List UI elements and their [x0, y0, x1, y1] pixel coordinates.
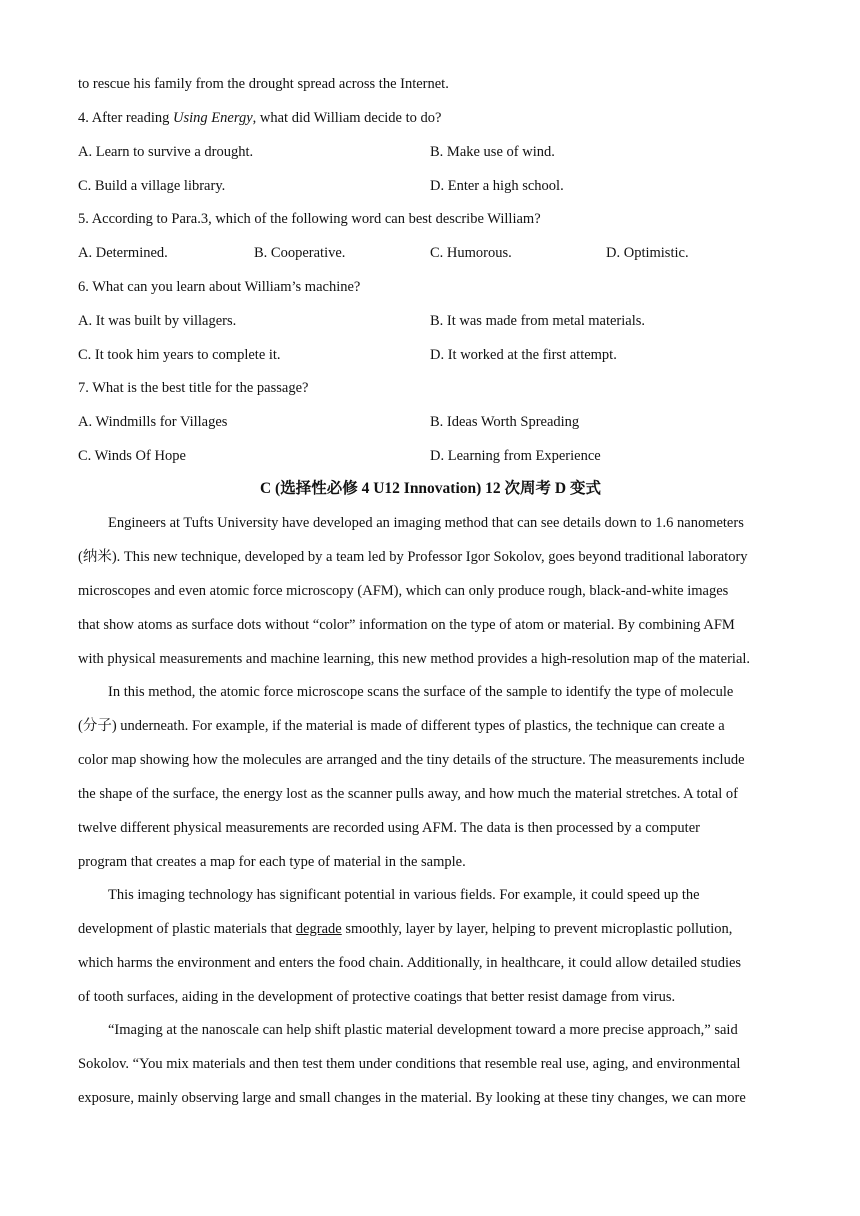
q7-option-a: A. Windmills for Villages	[78, 414, 228, 430]
paragraph-line: Sokolov. “You mix materials and then test them under conditions that resemble real use, aging, and environmental	[78, 1056, 741, 1072]
question-4-suffix: , what did William decide to do?	[252, 110, 442, 126]
paragraph-line: exposure, mainly observing large and small changes in the material. By looking at these tiny changes, we can more	[78, 1090, 746, 1106]
paragraph-line: “Imaging at the nanoscale can help shift plastic material development toward a more precise approach,” said	[108, 1022, 738, 1038]
q4-option-b: B. Make use of wind.	[430, 144, 555, 160]
question-7: 7. What is the best title for the passage?	[78, 380, 309, 396]
q6-option-a: A. It was built by villagers.	[78, 313, 237, 329]
q5-option-d: D. Optimistic.	[606, 245, 689, 261]
q7-option-b: B. Ideas Worth Spreading	[430, 414, 580, 430]
paragraph-line: twelve different physical measurements are recorded using AFM. The data is then processed by a computer	[78, 820, 700, 836]
paragraph-line: of tooth surfaces, aiding in the development of protective coatings that better resist damage from virus.	[78, 989, 676, 1005]
paragraph-line: Engineers at Tufts University have developed an imaging method that can see details down to 1.6 nanometers	[108, 515, 744, 531]
underlined-word: degrade	[295, 921, 342, 937]
question-5: 5. According to Para.3, which of the following word can best describe William?	[78, 211, 541, 227]
paragraph-line: color map showing how the molecules are arranged and the tiny details of the structure. The measurements include	[78, 752, 745, 768]
q7-option-c: C. Winds Of Hope	[78, 448, 186, 464]
paragraph-line: the shape of the surface, the energy lost as the scanner pulls away, and how much the material stretches. A total of	[78, 786, 738, 802]
q6-option-b: B. It was made from metal materials.	[430, 313, 646, 329]
paragraph-line: This imaging technology has significant potential in various fields. For example, it could speed up the	[108, 887, 700, 903]
paragraph-line: In this method, the atomic force microscope scans the surface of the sample to identify the type of molecule	[108, 684, 734, 700]
paragraph-line: (纳米). This new technique, developed by a team led by Professor Igor Sokolov, goes beyond traditional laboratory	[78, 549, 748, 565]
section-heading: C (选择性必修 4 U12 Innovation) 12 次周考 D 变式	[259, 480, 602, 497]
question-6: 6. What can you learn about William’s machine?	[78, 279, 361, 295]
paragraph-line: that show atoms as surface dots without “color” information on the type of atom or material. By combining AFM	[78, 617, 735, 633]
q7-option-d: D. Learning from Experience	[430, 448, 601, 464]
paragraph-text: smoothly, layer by layer, helping to prevent microplastic pollution,	[341, 921, 733, 937]
paragraph-line: (分子) underneath. For example, if the material is made of different types of plastics, the technique can create a	[78, 718, 725, 734]
q4-option-a: A. Learn to survive a drought.	[78, 144, 254, 160]
q4-option-c: C. Build a village library.	[78, 178, 226, 194]
paragraph-line: microscopes and even atomic force microscopy (AFM), which can only produce rough, black-and-white images	[78, 583, 729, 599]
book-title: Using Energy	[173, 110, 253, 126]
paragraph-text: development of plastic materials that	[78, 921, 296, 937]
q6-option-c: C. It took him years to complete it.	[78, 347, 281, 363]
q6-option-d: D. It worked at the first attempt.	[430, 347, 617, 363]
question-4	[78, 109, 441, 127]
paragraph-line	[78, 920, 732, 938]
q4-option-d: D. Enter a high school.	[430, 178, 564, 194]
paragraph-line: with physical measurements and machine learning, this new method provides a high-resolution map of the material.	[78, 651, 751, 667]
q5-option-a: A. Determined.	[78, 245, 168, 261]
paragraph-line: program that creates a map for each type of material in the sample.	[78, 854, 466, 870]
q5-option-c: C. Humorous.	[430, 245, 512, 261]
q5-option-b: B. Cooperative.	[254, 245, 346, 261]
question-4-prefix: 4. After reading	[78, 110, 174, 126]
paragraph-line: which harms the environment and enters the food chain. Additionally, in healthcare, it could allow detailed studies	[78, 955, 742, 971]
intro-text-line: to rescue his family from the drought spread across the Internet.	[78, 76, 449, 92]
